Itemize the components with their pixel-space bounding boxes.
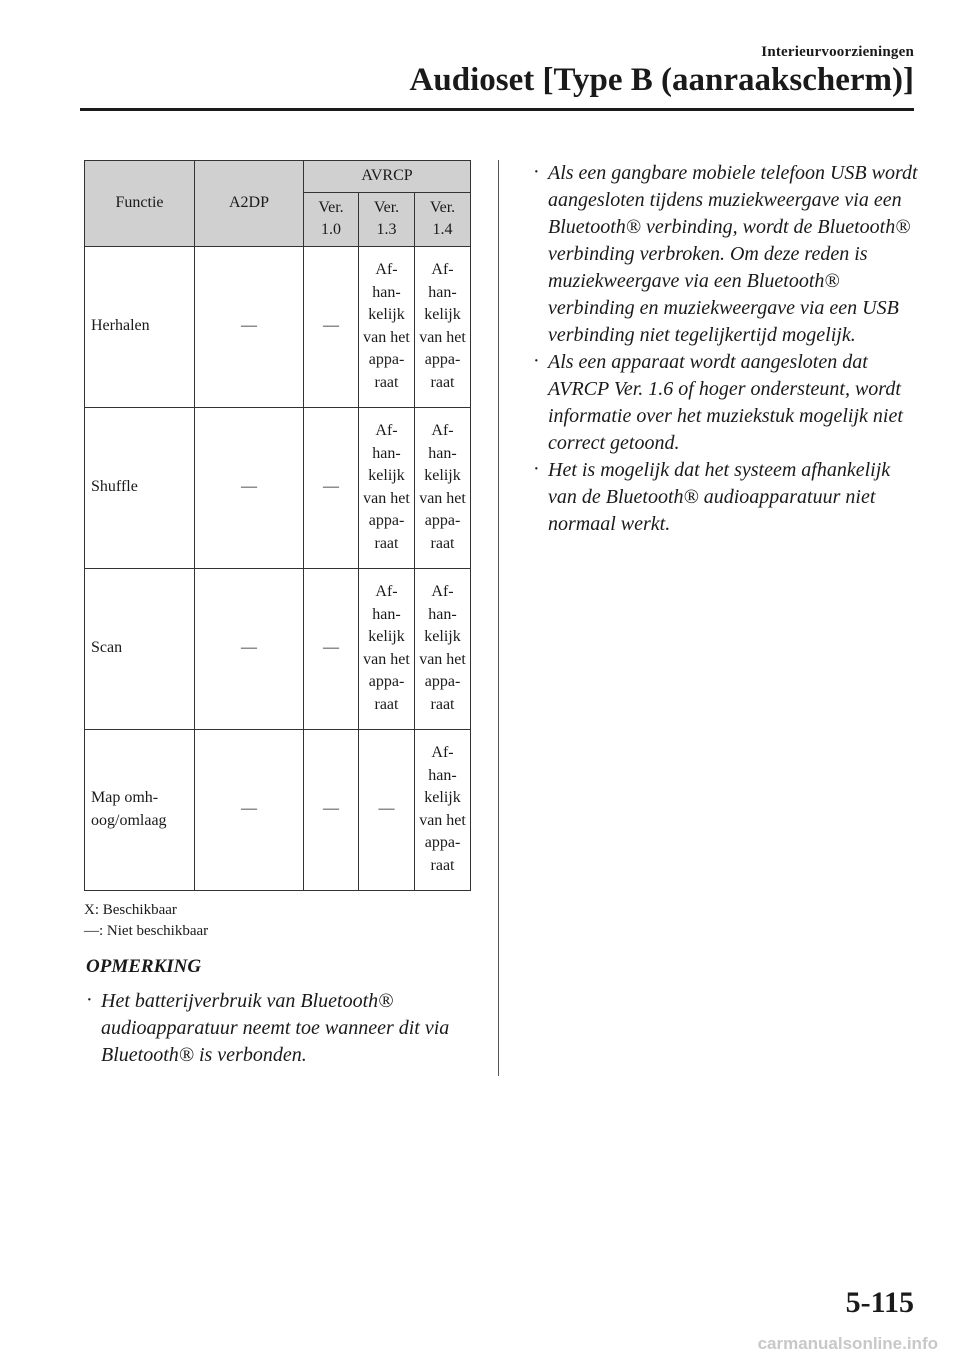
page-number: 5-115	[845, 1286, 914, 1319]
table-cell: —	[304, 407, 359, 568]
note-bullets-right	[533, 160, 923, 538]
chapter-title: Audioset [Type B (aanraakscherm)]	[409, 62, 914, 98]
header-functie: Functie	[85, 161, 195, 247]
compatibility-table	[84, 160, 471, 891]
note-bullet: · Het is mogelijk dat het systeem afhankelijk van de Bluetooth® audioapparatuur niet normaal werkt.	[533, 457, 923, 538]
row-label: Shuffle	[85, 407, 195, 568]
table-cell: —	[195, 729, 304, 890]
note-heading: OPMERKING	[86, 956, 202, 977]
table-cell: Af-han-kelijk van het appa-raat	[415, 729, 471, 890]
table-cell: —	[195, 246, 304, 407]
header-avrcp: AVRCP	[304, 161, 471, 193]
table-row	[85, 568, 471, 729]
header-ver-1-4: Ver. 1.4	[415, 192, 471, 246]
table-cell: Af-han-kelijk van het appa-raat	[359, 407, 415, 568]
table-cell: Af-han-kelijk van het appa-raat	[359, 568, 415, 729]
legend-available: X: Beschikbaar	[84, 902, 177, 918]
note-bullet: · Als een gangbare mobiele telefoon USB wordt aangesloten tijdens muziekweergave via een Bluetooth® verbinding, wordt de Bluetooth® verbinding verbroken. Om deze reden is muziekweergave via een Bluetooth® verbinding en muziekweergave via een USB verbinding niet tegelijkertijd mogelijk.	[533, 160, 923, 349]
legend-unavailable: —: Niet beschikbaar	[84, 923, 209, 939]
table-cell: Af-han-kelijk van het appa-raat	[359, 246, 415, 407]
table-cell: —	[304, 729, 359, 890]
table-cell: —	[304, 568, 359, 729]
column-divider	[498, 160, 499, 1076]
row-label: Herhalen	[85, 246, 195, 407]
table-cell: Af-han-kelijk van het appa-raat	[415, 407, 471, 568]
section-label: Interieurvoorzieningen	[761, 44, 914, 60]
table-legend	[84, 900, 208, 942]
header-a2dp: A2DP	[195, 161, 304, 247]
table-cell: Af-han-kelijk van het appa-raat	[415, 246, 471, 407]
table-cell: —	[195, 407, 304, 568]
note-bullet: · Het batterijverbruik van Bluetooth® audioapparatuur neemt toe wanneer dit via Bluetooth® is verbonden.	[86, 988, 481, 1069]
table-cell: —	[359, 729, 415, 890]
table-cell: Af-han-kelijk van het appa-raat	[415, 568, 471, 729]
watermark: carmanualsonline.info	[757, 1334, 938, 1353]
note-bullets-left	[86, 988, 481, 1069]
note-bullet: · Als een apparaat wordt aangesloten dat AVRCP Ver. 1.6 of hoger ondersteunt, wordt informatie over het muziekstuk mogelijk niet correct getoond.	[533, 349, 923, 457]
row-label: Map omh-oog/omlaag	[85, 729, 195, 890]
table-cell: —	[304, 246, 359, 407]
row-label: Scan	[85, 568, 195, 729]
table-row	[85, 246, 471, 407]
table-row	[85, 729, 471, 890]
header-ver-1-3: Ver. 1.3	[359, 192, 415, 246]
header-rule	[80, 108, 914, 111]
table-cell: —	[195, 568, 304, 729]
header-ver-1-0: Ver. 1.0	[304, 192, 359, 246]
table-row	[85, 407, 471, 568]
